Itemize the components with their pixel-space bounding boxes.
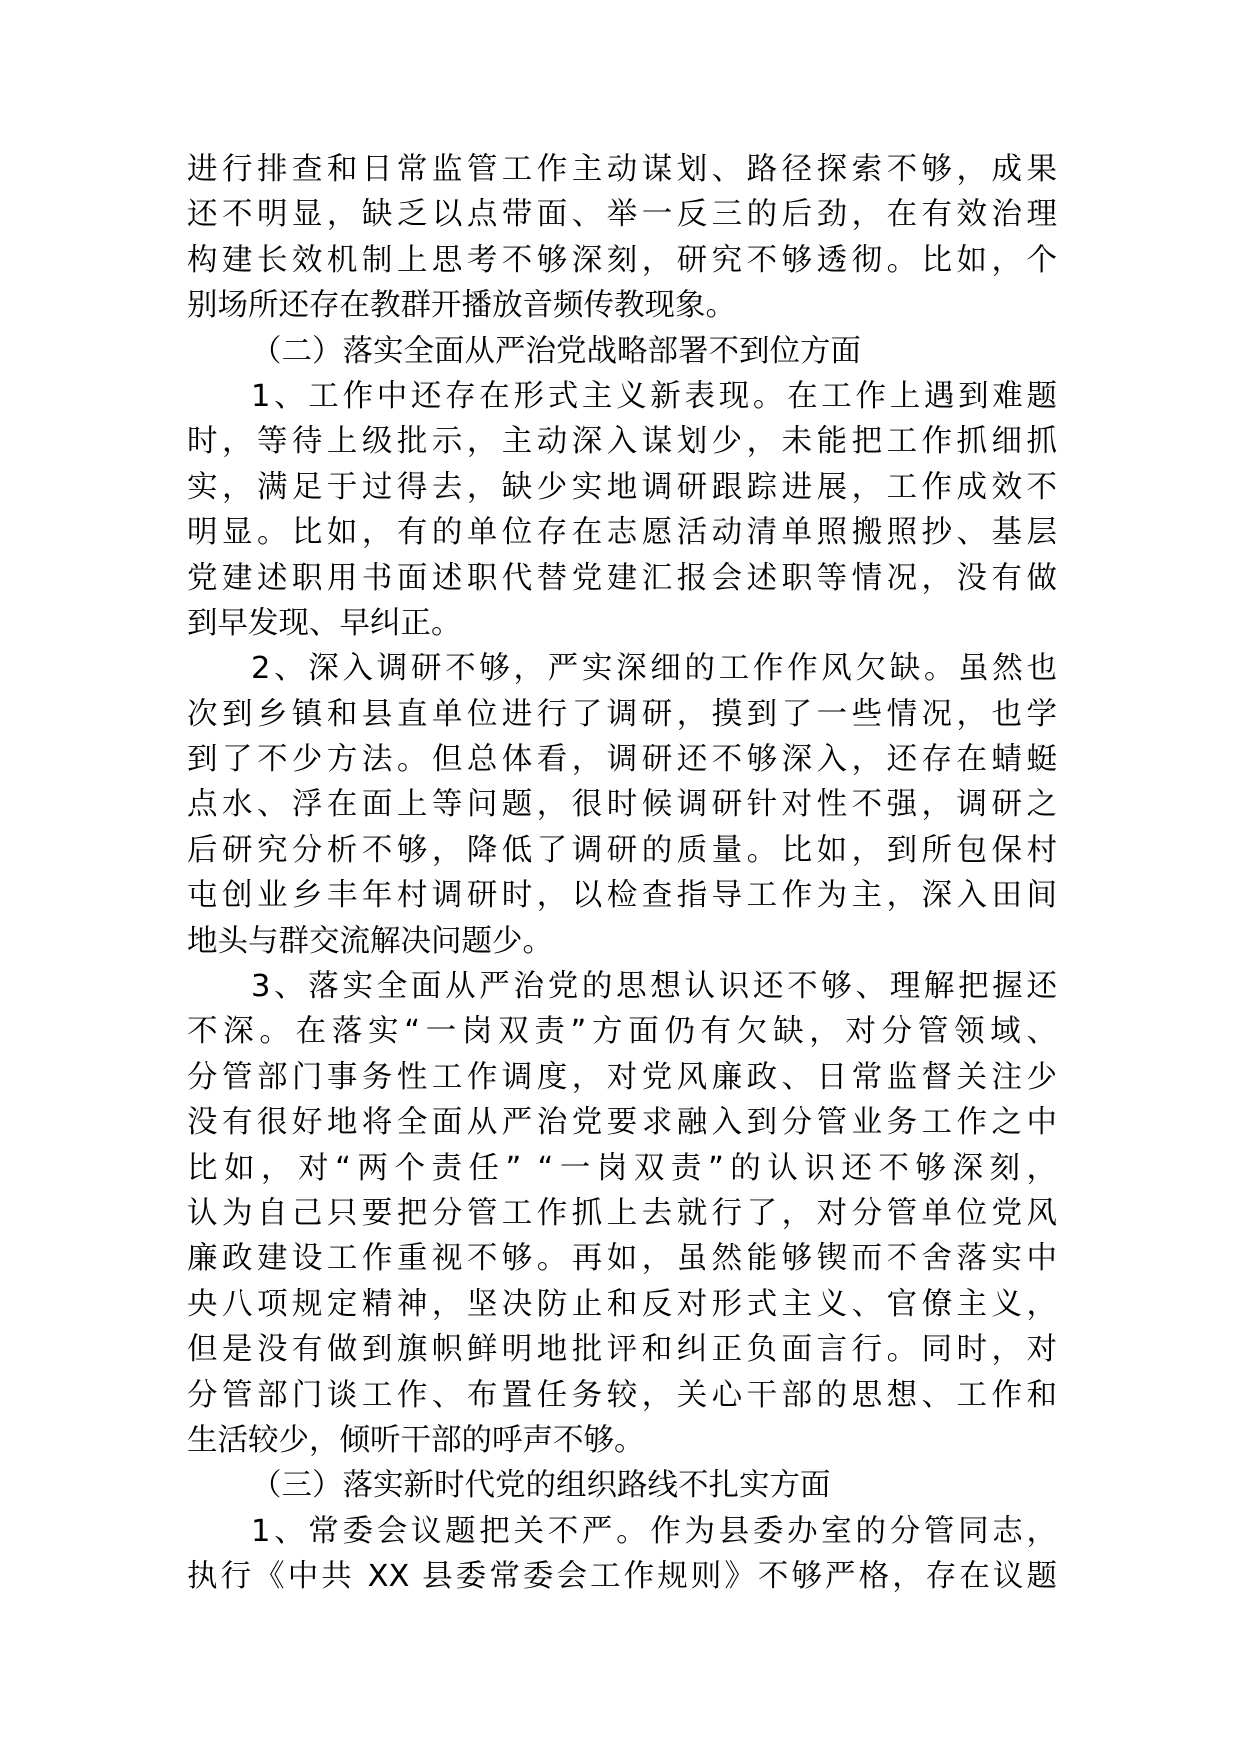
- text-line: 别场所还存在教群开播放音频传教现象。: [187, 288, 736, 324]
- text-line: 后研究分析不够，降低了调研的质量。比如，到所包保村: [187, 832, 1057, 868]
- text-line: 时，等待上级批示，主动深入谋划少，未能把工作抓细抓: [187, 424, 1057, 460]
- section-heading: （二）落实全面从严治党战略部署不到位方面: [251, 333, 861, 369]
- text-line: 屯创业乡丰年村调研时，以检查指导工作为主，深入田间: [187, 878, 1057, 914]
- text-line: 地头与群交流解决问题少。: [187, 923, 553, 959]
- text-line: 实，满足于过得去，缺少实地调研跟踪进展，工作成效不: [187, 469, 1057, 505]
- text-line: 执行《中共 XX 县委常委会工作规则》不够严格，存在议题: [187, 1559, 1057, 1595]
- text-line: 点水、浮在面上等问题，很时候调研针对性不强，调研之: [187, 787, 1057, 823]
- text-line: 次到乡镇和县直单位进行了调研，摸到了一些情况，也学: [187, 696, 1057, 732]
- text-line: 还不明显，缺乏以点带面、举一反三的后劲，在有效治理: [187, 197, 1057, 233]
- text-line: 没有很好地将全面从严治党要求融入到分管业务工作之中: [187, 1105, 1057, 1141]
- paragraph-first-line: 1、常委会议题把关不严。作为县委办室的分管同志，: [251, 1513, 1057, 1549]
- text-line: 构建长效机制上思考不够深刻，研究不够透彻。比如，个: [187, 242, 1057, 278]
- section-heading: （三）落实新时代党的组织路线不扎实方面: [251, 1468, 831, 1504]
- text-line: 分管部门事务性工作调度，对党风廉政、日常监督关注少: [187, 1059, 1057, 1095]
- text-line: 央八项规定精神，坚决防止和反对形式主义、官僚主义，: [187, 1286, 1057, 1322]
- text-line: 到了不少方法。但总体看，调研还不够深入，还存在蜻蜓: [187, 742, 1057, 778]
- text-line: 进行排查和日常监管工作主动谋划、路径探索不够，成果: [187, 152, 1057, 187]
- text-line: 比如，对“两个责任” “一岗双责”的认识还不够深刻，: [187, 1150, 1057, 1186]
- paragraph-first-line: 3、落实全面从严治党的思想认识还不够、理解把握还: [251, 969, 1057, 1005]
- text-line: 到早发现、早纠正。: [187, 605, 462, 641]
- text-line: 明显。比如，有的单位存在志愿活动清单照搬照抄、基层: [187, 515, 1057, 551]
- paragraph-first-line: 2、深入调研不够，严实深细的工作作风欠缺。虽然也: [251, 651, 1057, 687]
- text-line: 党建述职用书面述职代替党建汇报会述职等情况，没有做: [187, 560, 1057, 596]
- text-line: 分管部门谈工作、布置任务较，关心干部的思想、工作和: [187, 1377, 1057, 1413]
- text-line: 廉政建设工作重视不够。再如，虽然能够锲而不舍落实中: [187, 1241, 1057, 1277]
- document-body: [187, 147, 1057, 1600]
- text-line: 不深。在落实“一岗双责”方面仍有欠缺，对分管领域、: [187, 1014, 1057, 1050]
- text-line: 认为自己只要把分管工作抓上去就行了，对分管单位党风: [187, 1195, 1057, 1231]
- paragraph-first-line: 1、工作中还存在形式主义新表现。在工作上遇到难题: [251, 378, 1057, 414]
- text-line: 生活较少，倾听干部的呼声不够。: [187, 1422, 645, 1458]
- text-line: 但是没有做到旗帜鲜明地批评和纠正负面言行。同时，对: [187, 1332, 1057, 1368]
